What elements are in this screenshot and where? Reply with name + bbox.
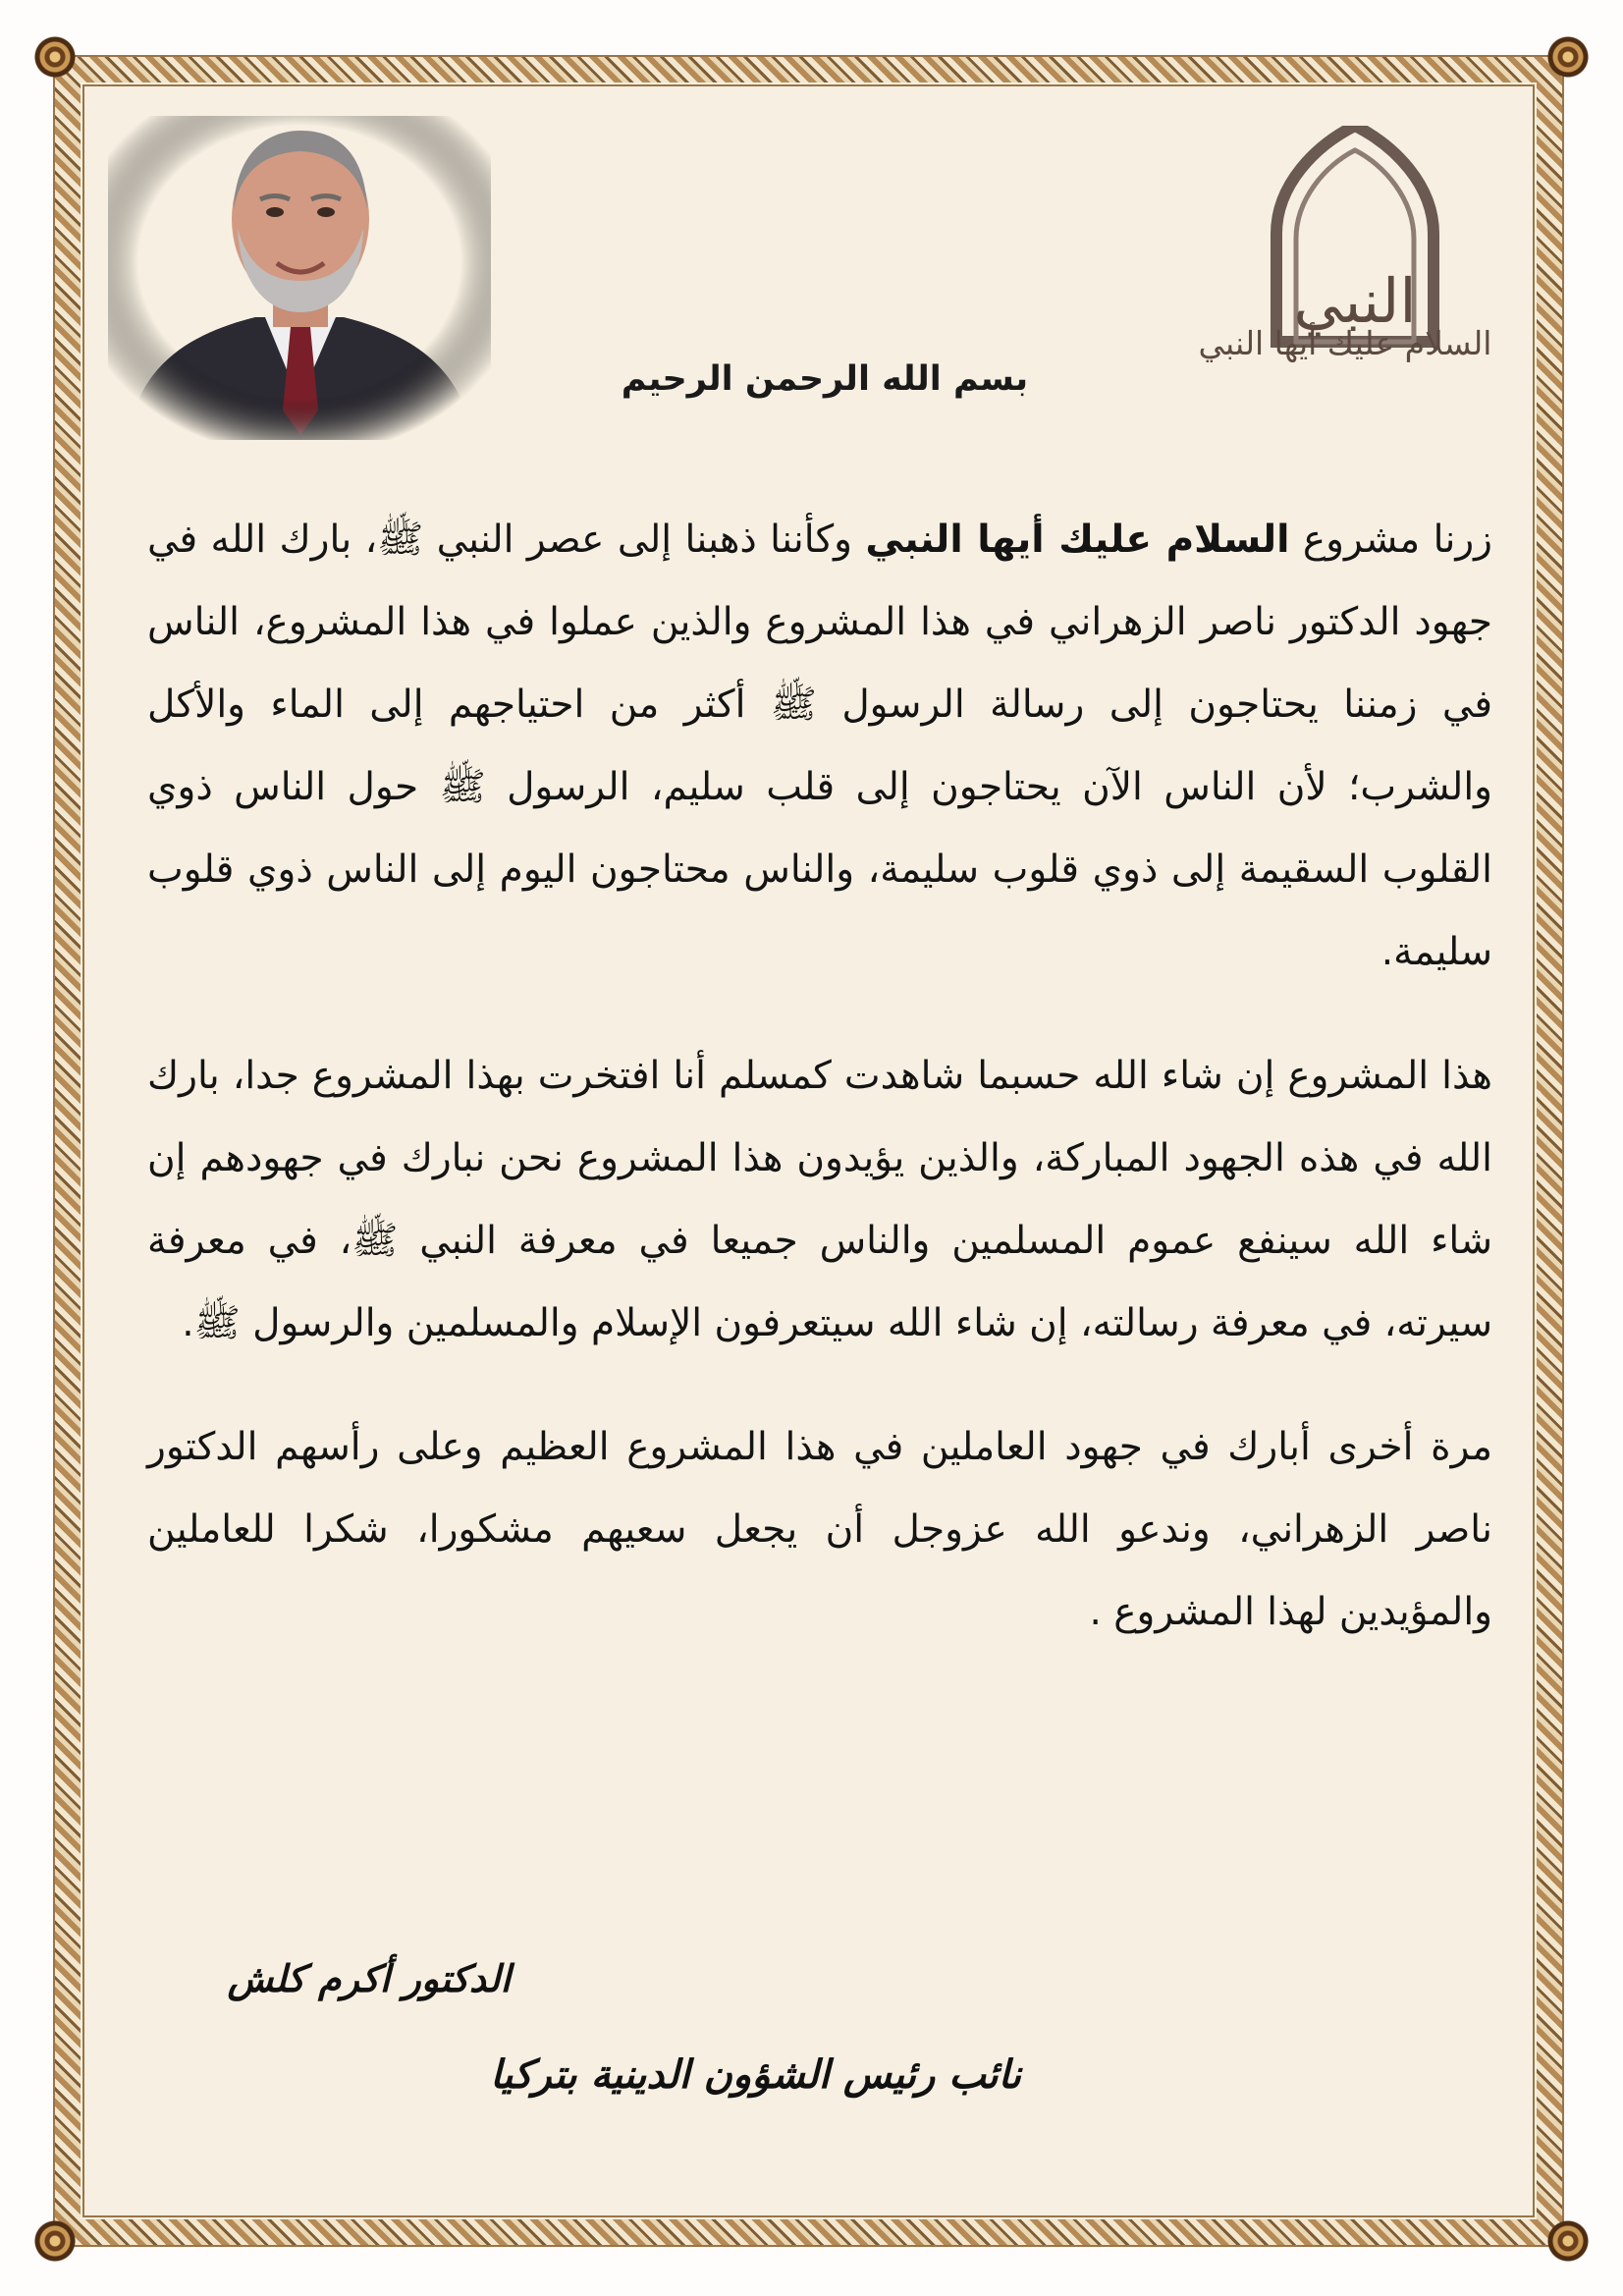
corner-ornament-icon — [33, 35, 77, 79]
corner-ornament-icon — [1546, 2219, 1590, 2263]
paragraph-3: مرة أخرى أبارك في جهود العاملين في هذا المشروع العظيم وعلى رأسهم الدكتور ناصر الزهراني، وندعو الله عزوجل أن يجعل سعيهم مشكورا، شكرا للعاملين والمؤيدين لهذا المشروع . — [147, 1425, 1492, 1634]
paragraph-2: هذا المشروع إن شاء الله حسبما شاهدت كمسلم أنا افتخرت بهذا المشروع جدا، بارك الله في هذه الجهود المباركة، والذين يؤيدون هذا المشروع نحن نبارك في جهودهم إن شاء الله سينفع عموم المسلمين والناس جميعا في معرفة النبي ﷺ، في معرفة سيرته، في معرفة رسالته، إن شاء الله سيتعرفون الإسلام والمسلمين والرسول ﷺ. — [147, 1054, 1492, 1345]
signatory-title: نائب رئيس الشؤون الدينية بتركيا — [490, 2052, 1021, 2098]
letter-content — [108, 108, 1512, 2190]
signature-block — [137, 1944, 1021, 2109]
signatory-name: الدكتور أكرم كلش — [227, 1957, 511, 2000]
dome-arch-icon — [1208, 126, 1502, 420]
corner-ornament-icon — [1546, 35, 1590, 79]
logo-emblem-text: النبي — [1293, 265, 1417, 337]
basmala-heading: بسم الله الرحمن الرحيم — [621, 359, 1029, 399]
author-portrait — [108, 116, 491, 440]
logo-caption: السلام عليك أيها النبي — [1198, 324, 1492, 362]
project-logo — [1208, 126, 1502, 420]
corner-ornament-icon — [33, 2219, 77, 2263]
paragraph-1: زرنا مشروع السلام عليك أيها النبي وكأننا ذهبنا إلى عصر النبي ﷺ، بارك الله في جهود الدكتور ناصر الزهراني في هذا المشروع والذين عملوا في هذا المشروع، الناس في زمننا يحتاجون إلى رسالة الرسول ﷺ أكثر من احتياجهم إلى الماء والأكل والشرب؛ لأن الناس الآن يحتاجون إلى قلب سليم، الرسول ﷺ حول الناس ذوي القلوب السقيمة إلى ذوي قلوب سليمة، والناس محتاجون اليوم إلى الناس ذوي قلوب سليمة. — [147, 518, 1492, 974]
letter-body — [147, 499, 1492, 1695]
project-name: السلام عليك أيها النبي — [865, 518, 1290, 562]
